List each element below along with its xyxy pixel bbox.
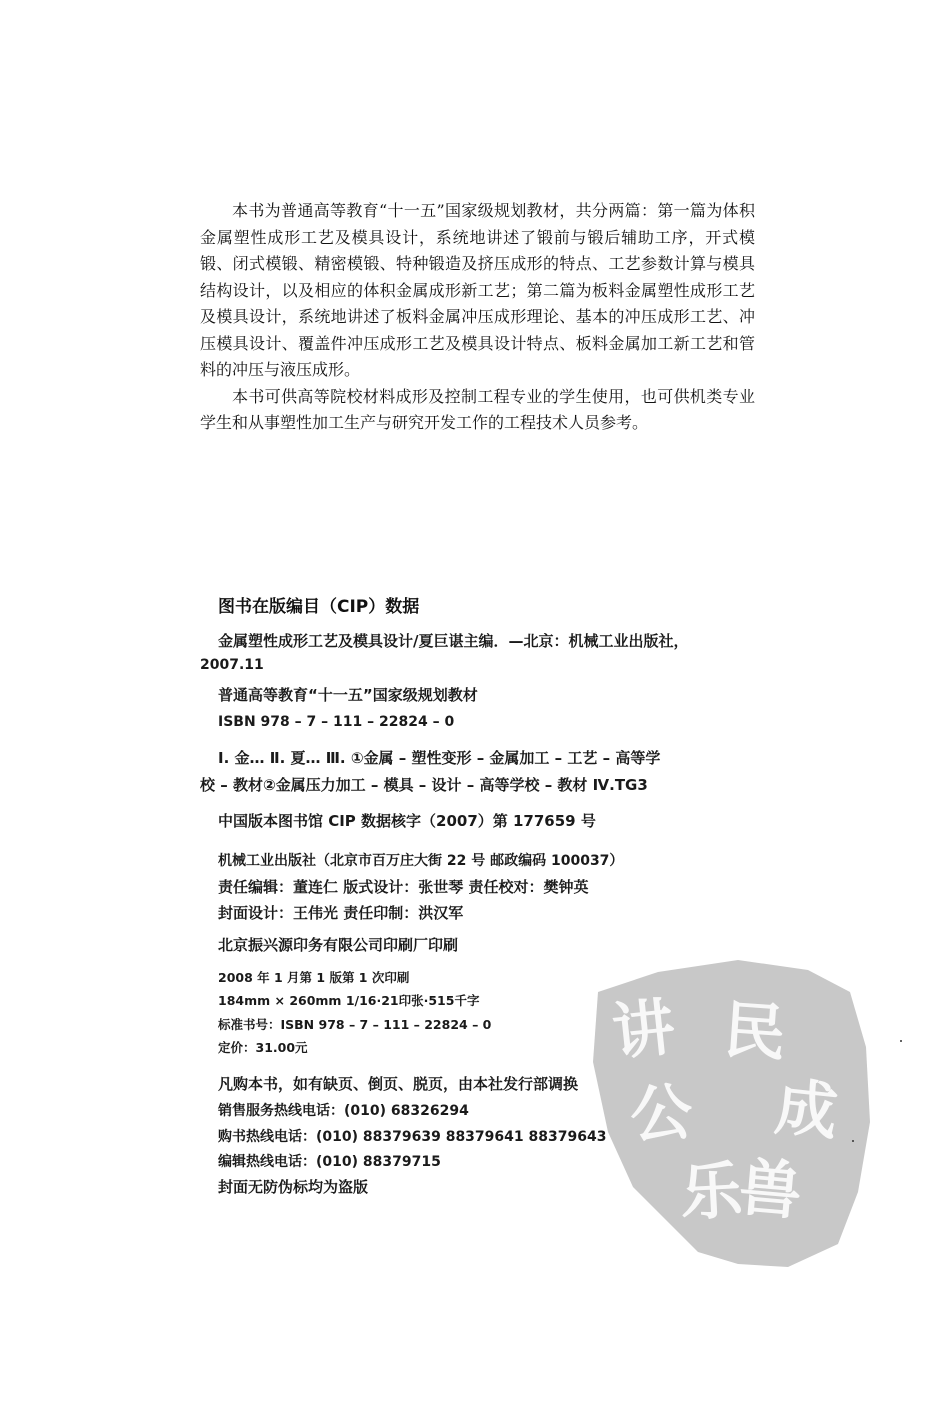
cover-design-credits: 封面设计：王伟光 责任印制：洪汉军 (218, 904, 464, 922)
responsible-editors: 责任编辑：董连仁 版式设计：张世琴 责任校对：樊钟英 (218, 878, 589, 896)
cip-classification-line-2: 校 – 教材②金属压力加工 – 模具 – 设计 – 高等学校 – 教材 Ⅳ.TG3 (200, 776, 648, 794)
cip-series: 普通高等教育“十一五”国家级规划教材 (218, 686, 478, 704)
scan-speck (900, 1040, 902, 1042)
standard-book-number: 标准书号：ISBN 978 – 7 – 111 – 22824 – 0 (218, 1017, 492, 1032)
stamp-character: 民 (721, 992, 789, 1071)
editorial-hotline: 编辑热线电话：(010) 88379715 (218, 1154, 441, 1170)
cip-classification-line-1: Ⅰ. 金… Ⅱ. 夏… Ⅲ. ①金属 – 塑性变形 – 金属加工 – 工艺 – 高等学 (218, 749, 661, 767)
stamp-character: 兽 (736, 1150, 805, 1229)
scan-speck (852, 1140, 854, 1142)
cip-isbn: ISBN 978 – 7 – 111 – 22824 – 0 (218, 714, 455, 730)
book-format: 184mm × 260mm 1/16·21印张·515千字 (218, 993, 480, 1008)
abstract-paragraph-1: 本书为普通高等教育“十一五”国家级规划教材，共分两篇：第一篇为体积金属塑性成形工艺及模具设计，系统地讲述了锻前与锻后辅助工序，开式模锻、闭式模锻、精密模锻、特种锻造及挤压成形的特点、工艺参数计算与模具结构设计，以及相应的体积金属成形新工艺；第二篇为板料金属塑性成形工艺及模具设计，系统地讲述了板料金属冲压成形理论、基本的冲压成形工艺、冲压模具设计、覆盖件冲压成形工艺及模具设计特点、板料金属加工新工艺和管料的冲压与液压成形。 (200, 201, 755, 379)
sales-hotline: 销售服务热线电话：(010) 68326294 (218, 1103, 469, 1119)
printer-name: 北京振兴源印务有限公司印刷厂印刷 (218, 936, 459, 954)
stamp-character: 公 (627, 1074, 695, 1153)
cip-heading: 图书在版编目（CIP）数据 (218, 597, 420, 617)
printing-edition: 2008 年 1 月第 1 版第 1 次印刷 (218, 970, 410, 985)
cip-record-number: 中国版本图书馆 CIP 数据核字（2007）第 177659 号 (218, 812, 596, 830)
defect-notice: 凡购本书，如有缺页、倒页、脱页，由本社发行部调换 (218, 1075, 579, 1093)
book-price: 定价：31.00元 (218, 1040, 308, 1055)
seal-stamp-characters (588, 952, 873, 1272)
book-abstract (200, 198, 755, 437)
abstract-paragraph-2: 本书可供高等院校材料成形及控制工程专业的学生使用，也可供机类专业学生和从事塑性加工生产与研究开发工作的工程技术人员参考。 (200, 386, 755, 432)
cip-title-line-2: 2007.11 (200, 657, 264, 673)
cip-title-line-1: 金属塑性成形工艺及模具设计/夏巨谌主编．—北京：机械工业出版社， (218, 632, 689, 650)
purchase-hotline: 购书热线电话：(010) 88379639 88379641 88379643 (218, 1129, 607, 1145)
stamp-character: 讲 (608, 989, 679, 1070)
publisher-name-address: 机械工业出版社（北京市百万庄大街 22 号 邮政编码 100037） (218, 853, 624, 869)
anti-counterfeit-notice: 封面无防伪标均为盗版 (218, 1178, 369, 1196)
stamp-character: 乐 (678, 1153, 745, 1230)
stamp-character: 成 (771, 1069, 842, 1150)
